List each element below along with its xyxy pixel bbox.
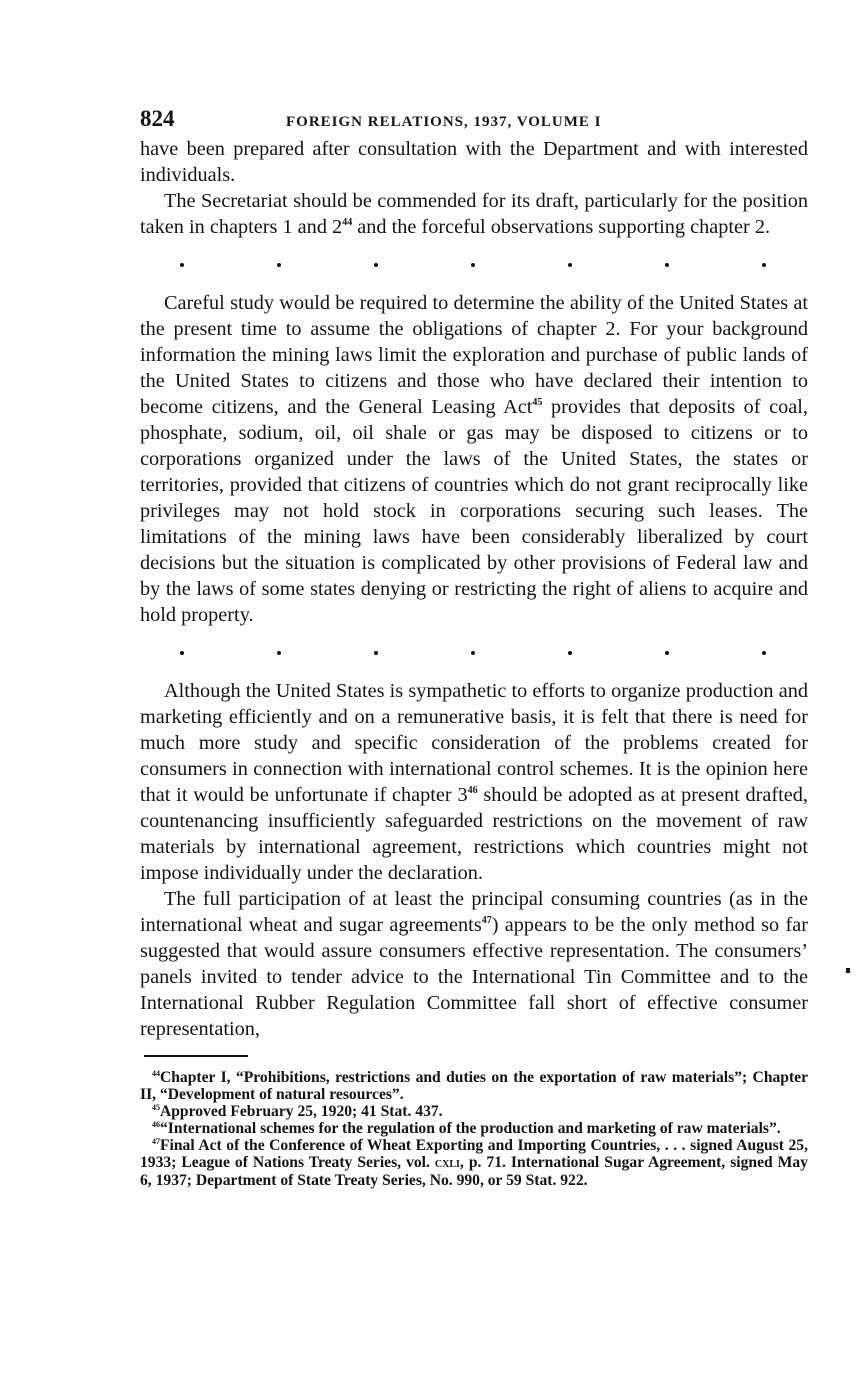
- footnote-volume-numeral: cxli: [434, 1156, 460, 1171]
- running-head: FOREIGN RELATIONS, 1937, VOLUME I: [286, 114, 602, 130]
- ellipsis-dot: [277, 263, 281, 267]
- ellipsis-dot: [762, 263, 766, 267]
- page-header: [140, 106, 808, 136]
- paragraph-2-text: The Secretariat should be commended for its draft, particularly for the position taken in chapters 1 and 2: [140, 190, 808, 238]
- footnote-44: [140, 1069, 808, 1103]
- ellipsis-dot: [277, 651, 281, 655]
- margin-mark: [846, 968, 850, 973]
- footnote-47: [140, 1137, 808, 1189]
- ellipsis-row-1: [140, 240, 808, 290]
- footnote-text: Approved February 25, 1920; 41 Stat. 437.: [160, 1103, 443, 1120]
- ellipsis-dot: [374, 263, 378, 267]
- paragraph-3-text: Careful study would be required to determine the ability of the United States at the present time to assume the obligations of chapter 2. For your background information the mining laws limit the exploration and purchase of public lands of the United States to citizens and those who have declared their intention to become citizens, and the General Leasing Act: [140, 292, 808, 418]
- paragraph-5: [140, 886, 808, 1042]
- paragraph-3-text-cont: provides that deposits of coal, phosphate, sodium, oil, oil shale or gas may be disposed to citizens or to corporations organized under the laws of the United States, the states or territories, provided that citizens of countries which do not grant reciprocally like privileges may not hold stock in corporations securing such leases. The limitations of the mining laws have been considerably liberalized by court decisions but the situation is complicated by other provisions of Federal law and by the laws of some states denying or restricting the right of aliens to acquire and hold property.: [140, 396, 808, 626]
- ellipsis-row-2: [140, 628, 808, 678]
- footnote-ref-44[interactable]: 44: [342, 217, 353, 228]
- paragraph-2-text-cont: and the forceful observations supporting chapter 2.: [352, 216, 771, 238]
- ellipsis-dot: [374, 651, 378, 655]
- ellipsis-dot: [471, 651, 475, 655]
- footnote-45: [140, 1103, 808, 1120]
- ellipsis-dot: [665, 263, 669, 267]
- footnote-text: “International schemes for the regulation of the production and marketing of raw materials”.: [160, 1120, 781, 1137]
- footnote-ref-47[interactable]: 47: [481, 915, 492, 926]
- footnote-mark: 47: [152, 1137, 160, 1146]
- ellipsis-dot: [180, 651, 184, 655]
- paragraph-3: [140, 290, 808, 628]
- footnote-text-cont: , p. 71. International Sugar Agreement, signed May 6, 1937; Department of State Treaty Series, No. 990, or 59 Stat. 922.: [140, 1154, 808, 1189]
- footnote-text: Chapter I, “Prohibitions, restrictions and duties on the exportation of raw materials”; Chapter II, “Development of natural resources”.: [140, 1069, 808, 1103]
- paragraph-1: have been prepared after consultation with the Department and with interested individuals.: [140, 138, 808, 186]
- footnote-ref-46[interactable]: 46: [467, 785, 478, 796]
- paragraph-5-text: The full participation of at least the principal consuming countries (as in the international wheat and sugar agreements: [140, 888, 808, 936]
- body-text: [140, 136, 808, 1042]
- footnote-mark: 46: [152, 1120, 160, 1129]
- ellipsis-dot: [180, 263, 184, 267]
- page-number: 824: [140, 106, 175, 131]
- ellipsis-dot: [568, 651, 572, 655]
- ellipsis-dot: [762, 651, 766, 655]
- document-page: [140, 106, 808, 1189]
- paragraph-4-text: Although the United States is sympathetic to efforts to organize production and marketing efficiently and on a remunerative basis, it is felt that there is need for much more study and specific consideration of the problems created for consumers in connection with international control schemes. It is the opinion here that it would be unfortunate if chapter 3: [140, 680, 808, 806]
- paragraph-4: [140, 678, 808, 886]
- footnote-mark: 45: [152, 1103, 160, 1112]
- paragraph-4-text-cont: should be adopted as at present drafted, countenancing insufficiently safeguarded restrictions on the movement of raw materials by international agreement, restrictions which countries might not impose individually under the declaration.: [140, 784, 808, 884]
- footnote-text: Final Act of the Conference of Wheat Exporting and Importing Countries, . . . signed August 25, 1933; League of Nations Treaty Series, vol.: [140, 1137, 808, 1171]
- footnote-divider: [144, 1055, 248, 1057]
- paragraph-5-text-cont: ) appears to be the only method so far suggested that would assure consumers effective representation. The consumers’ panels invited to tender advice to the International Tin Committee and to the International Rubber Regulation Committee fall short of effective consumer representation,: [140, 914, 808, 1040]
- footnote-46: [140, 1120, 808, 1137]
- paragraph-2: [140, 188, 808, 240]
- ellipsis-dot: [568, 263, 572, 267]
- footnotes: [140, 1069, 808, 1189]
- footnote-ref-45[interactable]: 45: [532, 397, 543, 408]
- ellipsis-dot: [471, 263, 475, 267]
- footnote-mark: 44: [152, 1069, 160, 1078]
- ellipsis-dot: [665, 651, 669, 655]
